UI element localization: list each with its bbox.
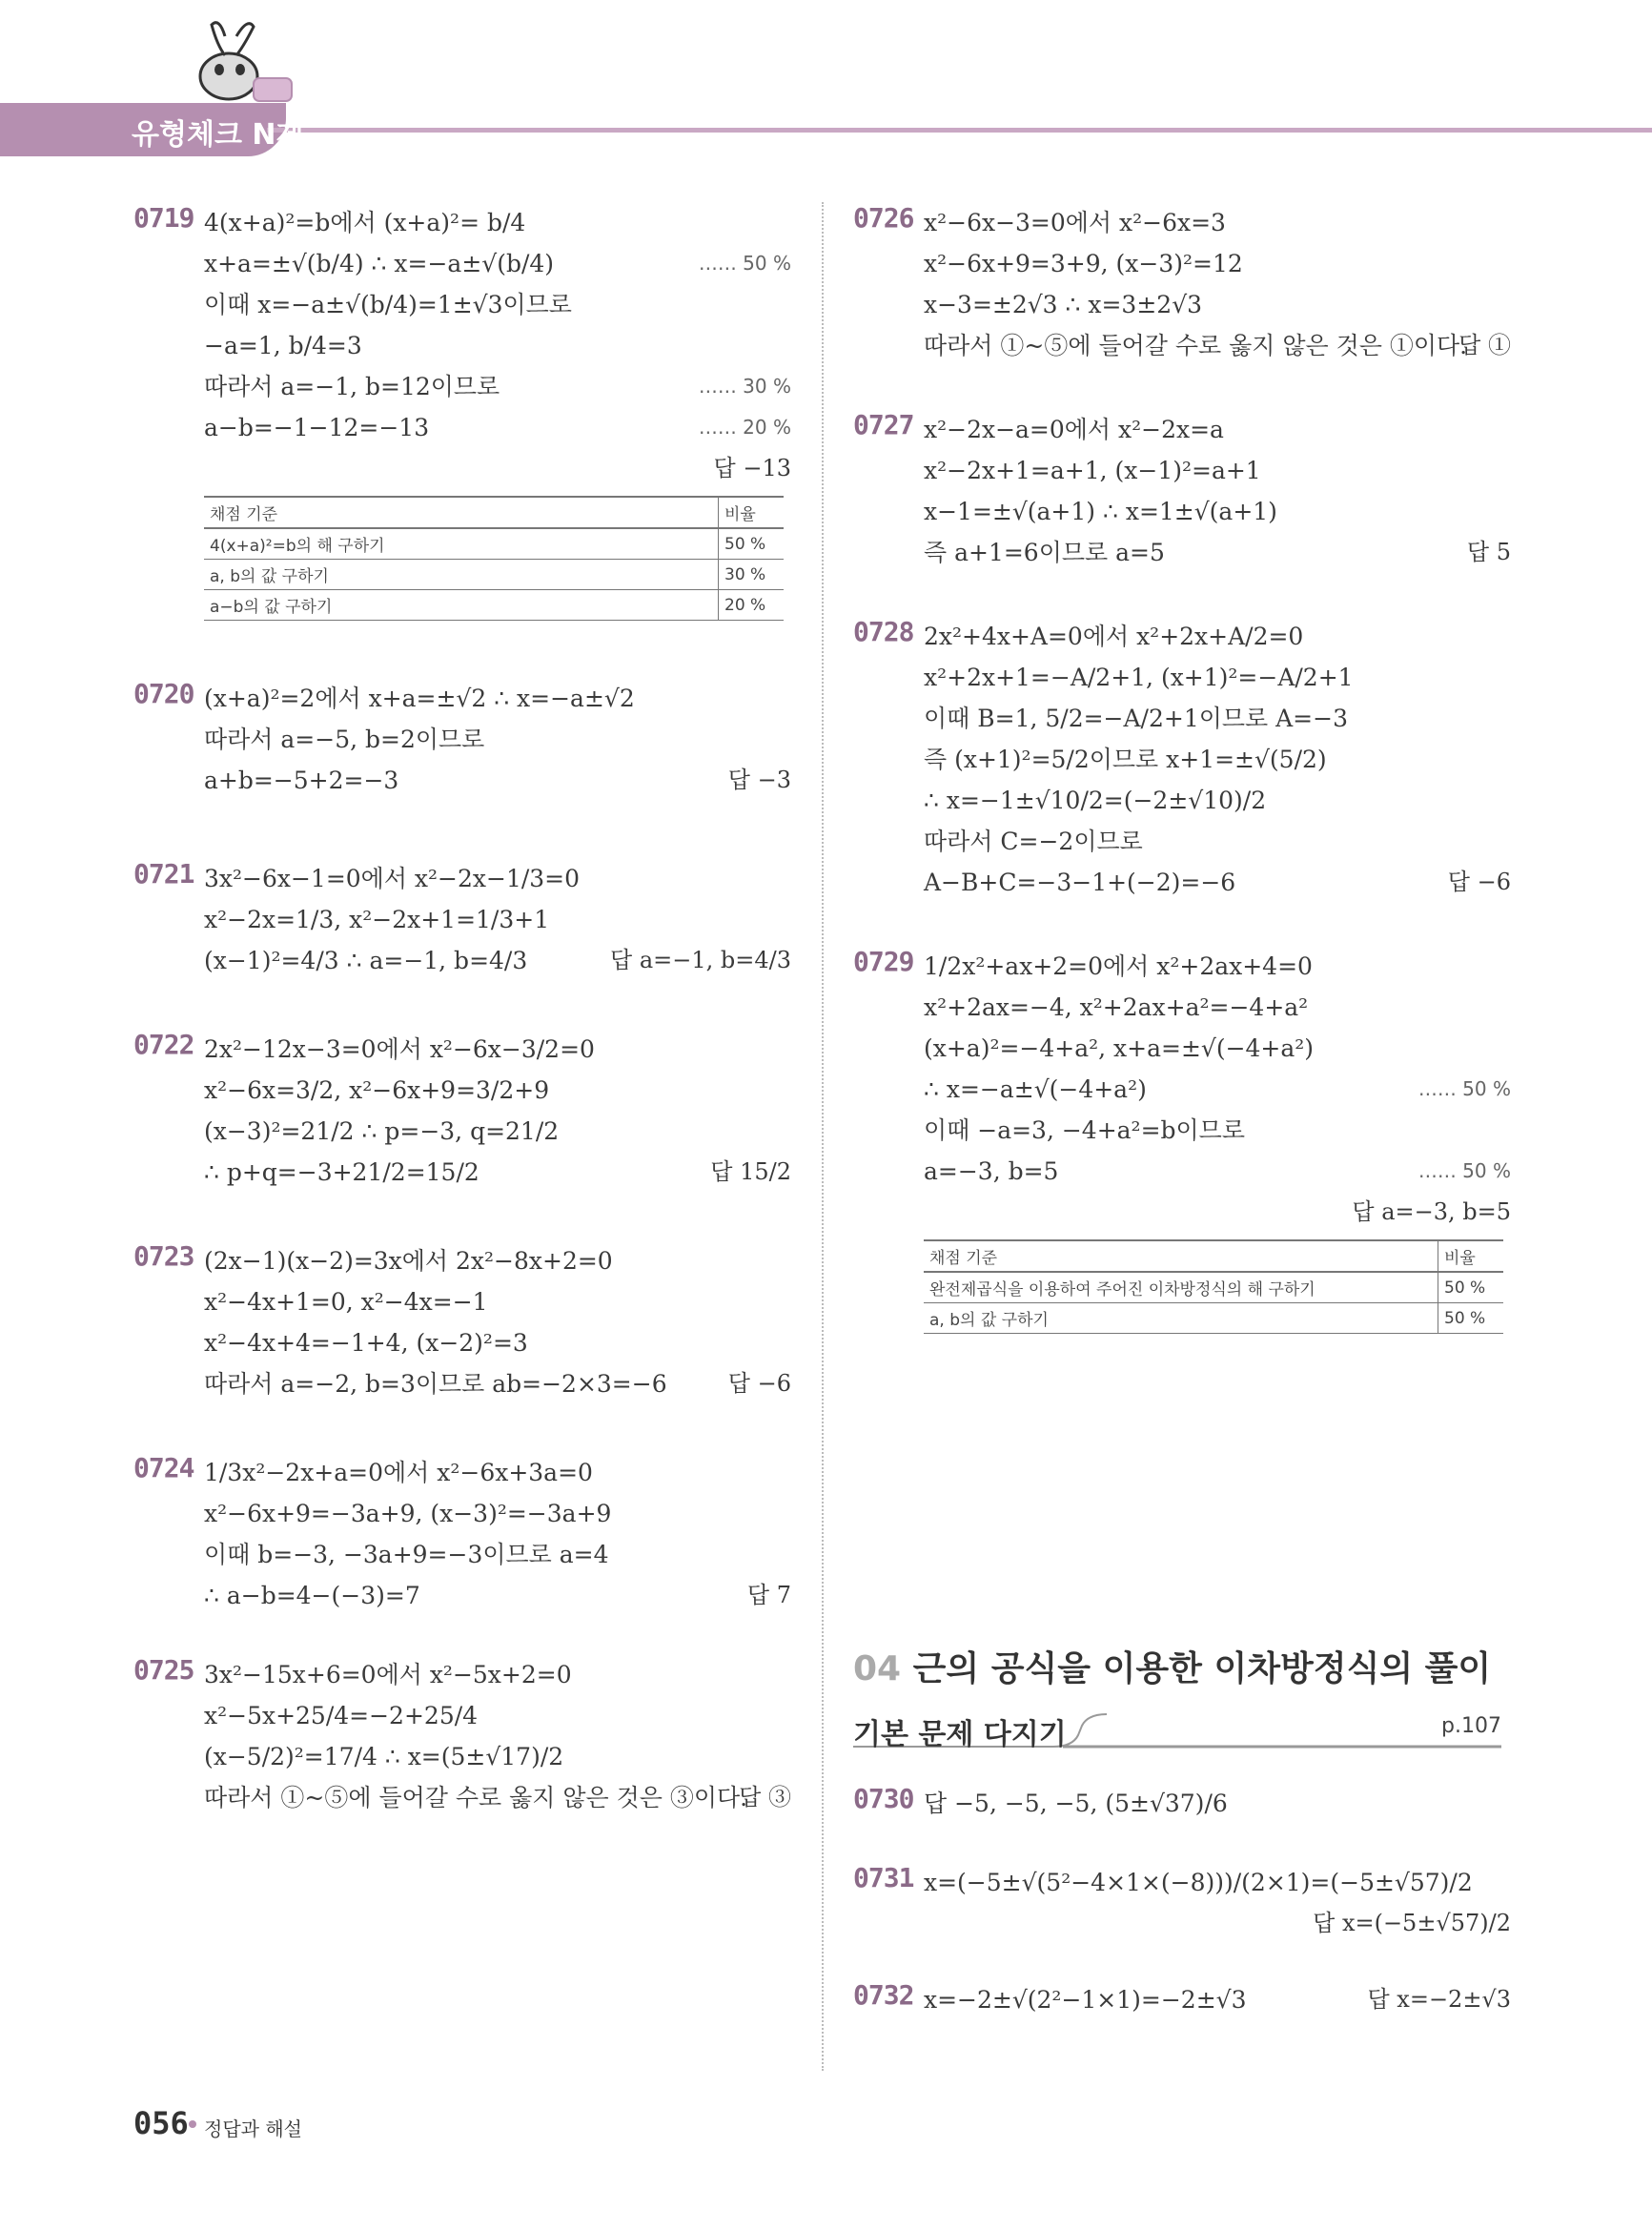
solution-text: 이때 B=1, 5/2=−A/2+1이므로 A=−3 [924,705,1348,732]
problem-block [853,946,1511,1334]
solution-line [204,1281,791,1322]
solution-line [204,1322,791,1363]
answer-mark: 답 a=−1, b=4/3 [610,947,791,973]
answer-line [924,1192,1511,1230]
solution-text: x²−2x−a=0에서 x²−2x=a [924,416,1224,443]
subsection-title: 기본 문제 다지기 [853,1718,1067,1751]
solution-line [204,1070,791,1111]
answer-mark: 답 ① [1458,332,1511,358]
solution-text: 1/2x²+ax+2=0에서 x²+2ax+4=0 [924,952,1313,980]
solution-line [924,491,1511,532]
solution-line [924,450,1511,491]
problem-number: 0729 [853,946,914,977]
solution-text: ∴ p+q=−3+21/2=15/2 [204,1158,479,1186]
subsection-bar [853,1707,1501,1752]
left-column [133,202,791,1818]
solution-line [924,284,1511,325]
solution-line [204,1777,791,1818]
solution-text: x=(−5±√(5²−4×1×(−8)))/(2×1)=(−5±√57)/2 [924,1869,1473,1896]
solution-line [204,678,791,719]
solution-text: x=−2±√(2²−1×1)=−2±√3 [924,1986,1247,2014]
solution-text: a+b=−5+2=−3 [204,767,399,794]
solution-line [924,1110,1511,1151]
answer-mark: 답 −13 [713,455,791,481]
grading-ratio: 50 % [1438,1303,1504,1334]
grading-row [924,1272,1503,1303]
solution-text: 즉 (x+1)²=5/2이므로 x+1=±√(5/2) [924,746,1327,773]
solution-line [204,1575,791,1616]
problem-block [133,858,791,981]
problem-block [853,616,1511,903]
grading-row [204,560,784,590]
problem-block [133,1240,791,1404]
solution-line [924,1151,1511,1192]
solution-text: 따라서 a=−2, b=3이므로 ab=−2×3=−6 [204,1370,667,1398]
grading-ratio: 50 % [1438,1272,1504,1303]
problem-number: 0720 [133,678,194,709]
problem-number: 0719 [133,202,194,234]
grading-criterion: 완전제곱식을 이용하여 주어진 이차방정식의 해 구하기 [924,1272,1438,1303]
problem-block [133,1452,791,1616]
solution-line [204,1695,791,1736]
problem-block [133,1654,791,1818]
problem-block [853,409,1511,573]
grading-ratio: 20 % [719,590,785,621]
solution-text: 4(x+a)²=b에서 (x+a)²= b/4 [204,209,526,236]
problem-number: 0726 [853,202,914,234]
solution-text: x²−6x−3=0에서 x²−6x=3 [924,209,1226,236]
solution-line [204,284,791,325]
solution-text: 2x²+4x+A=0에서 x²+2x+A/2=0 [924,623,1304,650]
solution-text: x²+2ax=−4, x²+2ax+a²=−4+a² [924,993,1309,1021]
solution-text: (x−5/2)²=17/4 ∴ x=(5±√17)/2 [204,1743,564,1770]
solution-text: (2x−1)(x−2)=3x에서 2x²−8x+2=0 [204,1247,613,1275]
problem-block [853,202,1511,366]
solution-line [204,407,791,448]
answer-mark: 답 5 [1466,539,1511,565]
grading-table [204,496,784,621]
problem-number: 0721 [133,858,194,890]
solution-text: (x−3)²=21/2 ∴ p=−3, q=21/2 [204,1117,560,1145]
problem-block [853,1979,1511,2020]
solution-line [924,862,1511,903]
solution-text: x²−4x+1=0, x²−4x=−1 [204,1288,488,1316]
solution-text: a−b=−1−12=−13 [204,414,430,441]
solution-line [204,1152,791,1193]
solution-text: 즉 a+1=6이므로 a=5 [924,539,1165,566]
solution-line [924,1069,1511,1110]
solution-text: x+a=±√(b/4) ∴ x=−a±√(b/4) [204,250,555,277]
solution-text: x²−6x=3/2, x²−6x+9=3/2+9 [204,1076,550,1104]
column-divider [822,202,824,2071]
solution-line [204,1654,791,1695]
solution-text: 따라서 ①~⑤에 들어갈 수로 옳지 않은 것은 ③이다. [204,1784,748,1811]
solution-line [924,243,1511,284]
grading-row [204,590,784,621]
answer-line [924,1903,1511,1941]
problem-number: 0722 [133,1029,194,1060]
solution-line [204,1240,791,1281]
solution-text: 이때 x=−a±√(b/4)=1±√3이므로 [204,291,572,318]
solution-text: 이때 b=−3, −3a+9=−3이므로 a=4 [204,1541,609,1568]
solution-line [924,1979,1511,2020]
solution-line [204,1736,791,1777]
grading-criterion: a, b의 값 구하기 [204,560,719,590]
solution-text: 답 −5, −5, −5, (5±√37)/6 [924,1790,1228,1817]
solution-line [204,899,791,940]
problem-number: 0727 [853,409,914,440]
answer-mark: 답 a=−3, b=5 [1352,1198,1511,1225]
solution-text: 따라서 C=−2이므로 [924,828,1143,855]
solution-text: x²−2x+1=a+1, (x−1)²=a+1 [924,457,1261,484]
answer-mark: 답 ③ [739,1784,791,1811]
solution-text: 이때 −a=3, −4+a²=b이므로 [924,1116,1245,1144]
problem-number: 0723 [133,1240,194,1272]
problem-block [133,678,791,801]
solution-text: 3x²−6x−1=0에서 x²−2x−1/3=0 [204,865,581,892]
solution-line [204,366,791,407]
grading-row [924,1303,1503,1334]
solution-text: (x+a)²=−4+a², x+a=±√(−4+a²) [924,1034,1315,1062]
right-column [853,202,1511,1334]
solution-text: 1/3x²−2x+a=0에서 x²−6x+3a=0 [204,1459,593,1486]
problem-block [133,202,791,621]
solution-line [204,1111,791,1152]
solution-line [204,940,791,981]
solution-text: 3x²−15x+6=0에서 x²−5x+2=0 [204,1661,572,1688]
solution-line [204,760,791,801]
problem-number: 0730 [853,1783,914,1814]
score-percent: …… 50 % [1417,1077,1511,1100]
problem-number: 0731 [853,1862,914,1893]
grading-ratio: 50 % [719,528,785,560]
score-percent: …… 50 % [1417,1159,1511,1182]
solution-text: −a=1, b/4=3 [204,332,362,359]
solution-text: ∴ x=−a±√(−4+a²) [924,1075,1147,1103]
solution-text: 따라서 ①~⑤에 들어갈 수로 옳지 않은 것은 ①이다. [924,332,1468,359]
solution-line [924,532,1511,573]
grading-criteria-header: 채점 기준 [204,497,719,528]
solution-text: x²−5x+25/4=−2+25/4 [204,1702,479,1729]
section-number: 04 [853,1649,902,1688]
solution-text: (x+a)²=2에서 x+a=±√2 ∴ x=−a±√2 [204,685,635,712]
answer-mark: 답 7 [746,1582,791,1608]
solution-text: 따라서 a=−1, b=12이므로 [204,373,500,400]
solution-line [924,821,1511,862]
answer-mark: 답 −6 [727,1370,791,1397]
solution-text: x²+2x+1=−A/2+1, (x+1)²=−A/2+1 [924,664,1354,691]
problem-number: 0732 [853,1979,914,2011]
score-percent: …… 20 % [698,416,791,439]
score-percent: …… 50 % [698,252,791,275]
solution-text: x²−4x+4=−1+4, (x−2)²=3 [204,1329,528,1357]
section-title [853,1642,1491,1690]
answer-mark: 답 15/2 [710,1158,791,1185]
solution-line [924,616,1511,657]
solution-text: 따라서 a=−5, b=2이므로 [204,726,485,753]
solution-text: ∴ a−b=4−(−3)=7 [204,1582,420,1609]
solution-text: x−1=±√(a+1) ∴ x=1±√(a+1) [924,498,1277,525]
solution-text: x²−6x+9=−3a+9, (x−3)²=−3a+9 [204,1500,612,1527]
solution-text: a=−3, b=5 [924,1157,1059,1185]
solution-line [924,1862,1511,1903]
solution-line [924,1783,1511,1824]
solution-line [204,1493,791,1534]
problem-number: 0725 [133,1654,194,1686]
solution-text: ∴ x=−1±√10/2=(−2±√10)/2 [924,787,1267,814]
solution-text: x²−2x=1/3, x²−2x+1=1/3+1 [204,906,550,933]
solution-line [204,1029,791,1070]
solution-line [924,1028,1511,1069]
grading-criterion: a−b의 값 구하기 [204,590,719,621]
answer-mark: 답 x=(−5±√57)/2 [1313,1910,1511,1936]
solution-line [204,1452,791,1493]
page-number: 056 [133,2105,189,2141]
rabbit-mascot-icon [191,17,296,113]
solution-line [924,780,1511,821]
solution-line [204,1363,791,1404]
solution-line [924,987,1511,1028]
solution-line [924,698,1511,739]
solution-line [204,202,791,243]
answer-line [204,448,791,486]
problem-block [853,1862,1511,1941]
grading-ratio: 30 % [719,560,785,590]
grading-row [204,528,784,560]
grading-ratio-header: 비율 [1438,1240,1504,1272]
solution-line [924,325,1511,366]
score-percent: …… 30 % [698,375,791,398]
grading-ratio-header: 비율 [719,497,785,528]
answer-mark: 답 −6 [1447,869,1511,895]
solution-line [204,325,791,366]
header-title: 유형체크 N제 [132,118,304,152]
grading-criterion: a, b의 값 구하기 [924,1303,1438,1334]
solution-text: (x−1)²=4/3 ∴ a=−1, b=4/3 [204,947,528,974]
solution-text: x²−6x+9=3+9, (x−3)²=12 [924,250,1243,277]
subsection-page: p.107 [1441,1714,1501,1738]
problem-block [133,1029,791,1193]
grading-criterion: 4(x+a)²=b의 해 구하기 [204,528,719,560]
header-rule [267,128,1652,133]
problem-number: 0724 [133,1452,194,1483]
solution-line [204,719,791,760]
footer-label: 정답과 해설 [204,2117,302,2140]
answer-mark: 답 −3 [727,767,791,793]
solution-line [204,243,791,284]
solution-line [924,946,1511,987]
solution-line [924,657,1511,698]
section-name: 근의 공식을 이용한 이차방정식의 풀이 [912,1649,1492,1688]
grading-criteria-header: 채점 기준 [924,1240,1438,1272]
footer-bullet [189,2120,196,2128]
solution-line [924,409,1511,450]
solution-text: 2x²−12x−3=0에서 x²−6x−3/2=0 [204,1035,595,1063]
grading-table-head [204,497,784,528]
solution-line [924,739,1511,780]
problem-number: 0728 [853,616,914,647]
problem-block [853,1783,1511,1824]
solution-line [204,858,791,899]
grading-table-head [924,1240,1503,1272]
solution-text: A−B+C=−3−1+(−2)=−6 [924,869,1236,896]
bottom-right-block [853,1783,1511,2020]
solution-line [204,1534,791,1575]
grading-table [924,1239,1503,1334]
solution-line [924,202,1511,243]
answer-mark: 답 x=−2±√3 [1367,1986,1511,2013]
solution-text: x−3=±2√3 ∴ x=3±2√3 [924,291,1203,318]
